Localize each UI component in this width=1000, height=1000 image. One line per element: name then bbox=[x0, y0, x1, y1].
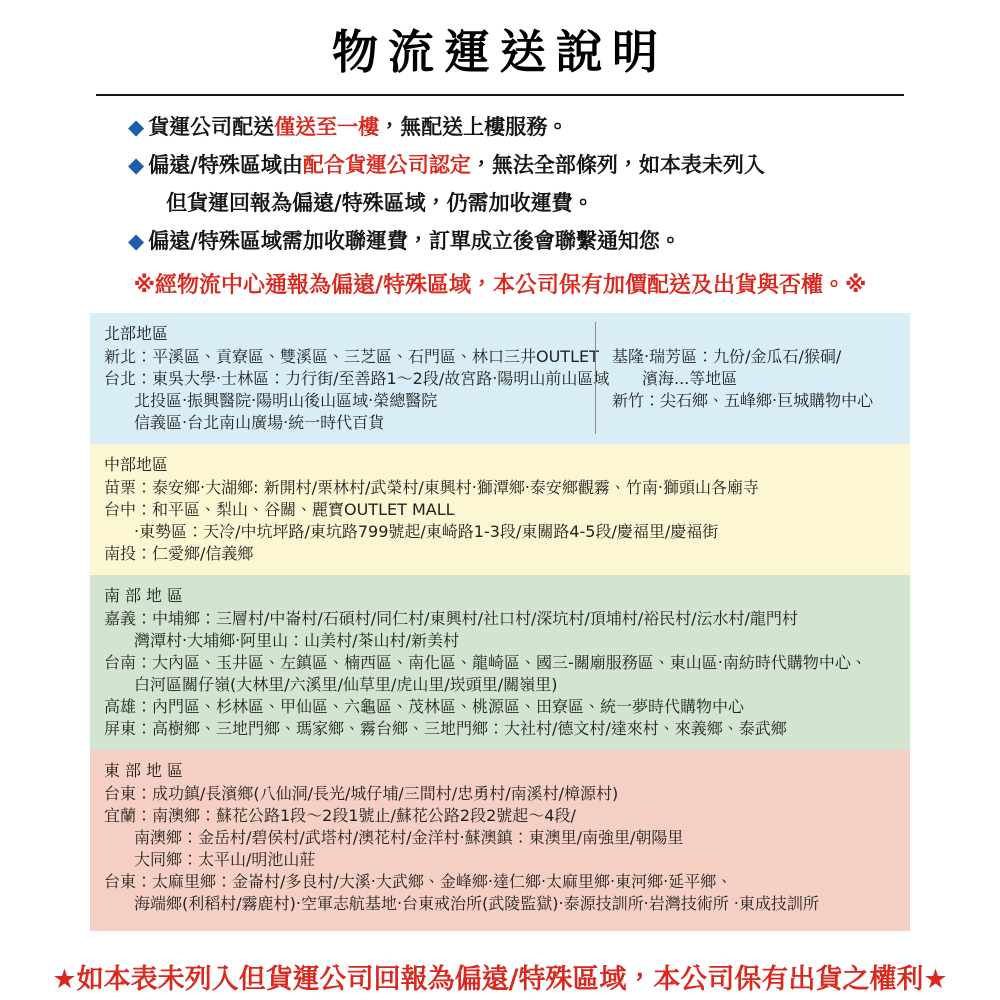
bullet-2-text-rest: ，無法全部條列，如本表未列入 bbox=[470, 153, 765, 177]
diamond-icon: ◆ bbox=[128, 153, 145, 177]
region-line: 宜蘭：南澳鄉：蘇花公路1段～2段1號止/蘇花公路2段2號起～4段/ bbox=[104, 806, 576, 825]
region-line: 信義區‧台北南山廣場‧統一時代百貨 bbox=[134, 413, 385, 432]
region-north-left-column bbox=[104, 322, 610, 434]
region-line: 南投：仁愛鄉/信義鄉 bbox=[104, 544, 254, 563]
region-line: 新竹：尖石鄉、五峰鄉‧巨城購物中心 bbox=[612, 391, 874, 410]
spacer-row bbox=[612, 322, 896, 346]
region-north bbox=[90, 313, 910, 444]
notice-bullet-1 bbox=[128, 108, 940, 146]
notice-list bbox=[128, 108, 940, 260]
bullet-2-highlight: 配合貨運公司認定 bbox=[302, 153, 471, 177]
region-east bbox=[90, 750, 910, 931]
region-line: 白河區關仔嶺(大林里/六溪里/仙草里/虎山里/崁頭里/關嶺里) bbox=[134, 675, 558, 694]
region-line: 大同鄉：太平山/明池山莊 bbox=[134, 850, 316, 869]
region-title: 東部地區 bbox=[104, 761, 189, 780]
region-north-right-column bbox=[595, 322, 896, 434]
region-title: 南部地區 bbox=[104, 586, 189, 605]
bullet-3-text: 偏遠/特殊區域需加收聯運費，訂單成立後會聯繫通知您。 bbox=[148, 229, 681, 253]
pricing-warning: ※經物流中心通報為偏遠/特殊區域，本公司保有加價配送及出貨與否權。※ bbox=[133, 273, 867, 298]
region-line: 嘉義：中埔鄉：三層村/中崙村/石碩村/同仁村/東興村/社口村/深坑村/頂埔村/裕民村/沄水村/龍門村 bbox=[104, 609, 798, 628]
region-line: 台東：成功鎮/長濱鄉(八仙洞/長光/城仔埔/三間村/忠勇村/南溪村/樟源村) bbox=[104, 784, 619, 803]
diamond-icon: ◆ bbox=[128, 115, 145, 139]
region-line: 新北：平溪區、貢寮區、雙溪區、三芝區、石門區、林口三井OUTLET bbox=[104, 347, 599, 366]
notice-bullet-3 bbox=[128, 222, 940, 260]
bullet-2-text: 偏遠/特殊區域由 bbox=[148, 153, 303, 177]
title-divider bbox=[96, 94, 904, 96]
bullet-1-highlight: 僅送至一樓 bbox=[274, 115, 380, 139]
region-title: 中部地區 bbox=[104, 455, 169, 474]
page-title: 物流運送說明 bbox=[332, 25, 668, 79]
diamond-icon: ◆ bbox=[128, 229, 145, 253]
region-central bbox=[90, 444, 910, 575]
region-title: 北部地區 bbox=[104, 324, 169, 343]
region-line: 濱海...等地區 bbox=[642, 369, 738, 388]
region-south bbox=[90, 575, 910, 750]
region-line: 灣潭村‧大埔鄉‧阿里山：山美村/茶山村/新美村 bbox=[134, 631, 459, 650]
bullet-1-text-rest: ，無配送上樓服務。 bbox=[379, 115, 569, 139]
region-line: 台東：太麻里鄉：金崙村/多良村/大溪‧大武鄉、金峰鄉‧達仁鄉‧太麻里鄉‧東河鄉‧延平鄉、 bbox=[104, 872, 733, 891]
region-line: 基隆‧瑞芳區：九份/金瓜石/猴硐/ bbox=[612, 347, 842, 366]
footer-warning: ★如本表未列入但貨運公司回報為偏遠/特殊區域，本公司保有出貨之權利★ bbox=[52, 964, 948, 995]
region-line: 台北：東吳大學‧士林區：力行街/至善路1～2段/故宮路‧陽明山前山區域 bbox=[104, 369, 610, 388]
region-line: 台南：大內區、玉井區、左鎮區、楠西區、南化區、龍崎區、國三-關廟服務區、東山區‧南紡時代購物中心、 bbox=[104, 653, 867, 672]
bullet-1-text: 貨運公司配送 bbox=[148, 115, 275, 139]
region-line: ‧東勢區：天冷/中坑坪路/東坑路799號起/東崎路1-3段/東關路4-5段/慶福里/慶福街 bbox=[134, 522, 719, 541]
region-line: 南澳鄉：金岳村/碧侯村/武塔村/澳花村/金洋村‧蘇澳鎮：東澳里/南強里/朝陽里 bbox=[134, 828, 684, 847]
region-line: 高雄：內門區、杉林區、甲仙區、六龜區、茂林區、桃源區、田寮區、統一夢時代購物中心 bbox=[104, 697, 745, 716]
notice-bullet-2-continuation: 但貨運回報為偏遠/特殊區域，仍需加收運費。 bbox=[166, 191, 594, 215]
region-line: 北投區‧振興醫院‧陽明山後山區域‧榮總醫院 bbox=[134, 391, 438, 410]
region-table bbox=[90, 313, 910, 931]
region-line: 台中：和平區、梨山、谷關、麗寶OUTLET MALL bbox=[104, 500, 455, 519]
notice-bullet-2 bbox=[128, 146, 940, 184]
region-line: 苗栗：泰安鄉‧大湖鄉: 新開村/栗林村/武榮村/東興村‧獅潭鄉‧泰安鄉觀霧、竹南‧獅頭山各廟寺 bbox=[104, 478, 759, 497]
region-line: 屏東：高樹鄉、三地門鄉、瑪家鄉、霧台鄉、三地門鄉：大社村/德文村/達來村、來義鄉、泰武鄉 bbox=[104, 719, 787, 738]
region-line: 海端鄉(利稻村/霧鹿村)‧空軍志航基地‧台東戒治所(武陵監獄)‧泰源技訓所‧岩灣技術所 ‧東成技訓所 bbox=[134, 894, 819, 913]
